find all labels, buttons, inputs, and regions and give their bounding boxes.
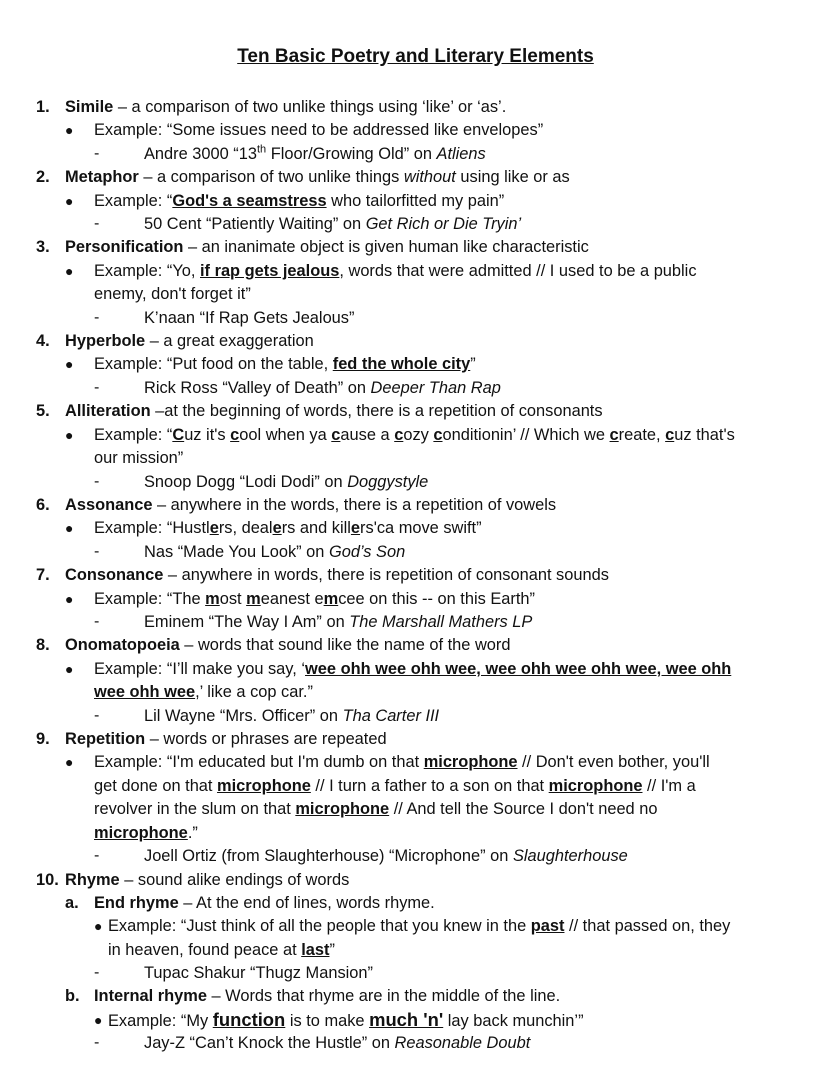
example-line: enemy, don't forget it” xyxy=(94,285,251,303)
dash: - xyxy=(94,543,100,560)
example-line: Example: “Just think of all the people that you knew in the past // that passed on, they xyxy=(108,917,731,935)
source-line: Nas “Made You Look” on God’s Son xyxy=(144,543,406,561)
dash: - xyxy=(94,309,100,326)
bullet-icon: ● xyxy=(65,427,74,443)
item-heading: Onomatopoeia – words that sound like the name of the word xyxy=(65,636,511,654)
source-line: Rick Ross “Valley of Death” on Deeper Than Rap xyxy=(144,379,501,397)
example-line: Example: “Yo, if rap gets jealous, words that were admitted // I used to be a public xyxy=(94,262,697,280)
bullet-icon: ● xyxy=(65,263,74,279)
item-number: 3. xyxy=(36,238,50,256)
bullet-icon: ● xyxy=(65,193,74,209)
source-line: Lil Wayne “Mrs. Officer” on Tha Carter III xyxy=(144,707,440,725)
sub-item-heading: End rhyme – At the end of lines, words rhyme. xyxy=(94,894,435,912)
source-line: Tupac Shakur “Thugz Mansion” xyxy=(144,964,373,982)
example-line: revolver in the slum on that microphone // And tell the Source I don't need no xyxy=(94,800,658,818)
item-number: 10. xyxy=(36,871,59,889)
example-line: our mission” xyxy=(94,449,184,467)
source-line: K’naan “If Rap Gets Jealous” xyxy=(144,309,355,327)
example-line: Example: “I’ll make you say, ‘wee ohh wee ohh wee, wee ohh wee ohh wee, wee ohh xyxy=(94,660,732,678)
item-heading: Metaphor – a comparison of two unlike things without using like or as xyxy=(65,168,570,186)
item-number: 4. xyxy=(36,332,50,350)
example-line: get done on that microphone // I turn a father to a son on that microphone // I'm a xyxy=(94,777,696,795)
dash: - xyxy=(94,145,100,162)
example-line: in heaven, found peace at last” xyxy=(108,941,335,959)
item-number: 8. xyxy=(36,636,50,654)
example-line: Example: “Put food on the table, fed the whole city” xyxy=(94,355,476,373)
source-line: Joell Ortiz (from Slaughterhouse) “Microphone” on Slaughterhouse xyxy=(144,847,628,865)
item-heading: Consonance – anywhere in words, there is repetition of consonant sounds xyxy=(65,566,609,584)
item-heading: Personification – an inanimate object is given human like characteristic xyxy=(65,238,589,256)
item-number: 1. xyxy=(36,98,50,116)
example-line: Example: “My function is to make much 'n' lay back munchin’” xyxy=(108,1009,584,1030)
dash: - xyxy=(94,379,100,396)
dash: - xyxy=(94,707,100,724)
dash: - xyxy=(94,1034,100,1051)
item-number: 7. xyxy=(36,566,50,584)
source-line: Jay-Z “Can’t Knock the Hustle” on Reasonable Doubt xyxy=(144,1034,531,1052)
sub-item-heading: Internal rhyme – Words that rhyme are in the middle of the line. xyxy=(94,987,561,1005)
source-line: 50 Cent “Patiently Waiting” on Get Rich or Die Tryin’ xyxy=(144,215,522,233)
item-number: 5. xyxy=(36,402,50,420)
page-title: Ten Basic Poetry and Literary Elements xyxy=(237,46,594,67)
example-line: microphone.” xyxy=(94,824,198,842)
item-heading: Simile – a comparison of two unlike things using ‘like’ or ‘as’. xyxy=(65,98,507,116)
source-line: Andre 3000 “13th Floor/Growing Old” on Atliens xyxy=(144,143,486,163)
dash: - xyxy=(94,215,100,232)
bullet-icon: ● xyxy=(65,356,74,372)
item-heading: Hyperbole – a great exaggeration xyxy=(65,332,314,350)
item-number: 6. xyxy=(36,496,50,514)
example-line: Example: “Some issues need to be addressed like envelopes” xyxy=(94,121,544,139)
item-heading: Assonance – anywhere in the words, there is a repetition of vowels xyxy=(65,496,557,514)
bullet-icon: ● xyxy=(65,122,74,138)
item-heading: Rhyme – sound alike endings of words xyxy=(65,871,350,889)
dash: - xyxy=(94,847,100,864)
bullet-icon: ● xyxy=(65,520,74,536)
example-line: Example: “The most meanest emcee on this -- on this Earth” xyxy=(94,590,535,608)
sub-item-letter: a. xyxy=(65,894,79,912)
example-line: wee ohh wee,’ like a cop car.” xyxy=(94,683,313,701)
dash: - xyxy=(94,473,100,490)
bullet-icon: ● xyxy=(65,591,74,607)
bullet-icon: ● xyxy=(65,754,74,770)
item-number: 9. xyxy=(36,730,50,748)
example-line: Example: “I'm educated but I'm dumb on that microphone // Don't even bother, you'll xyxy=(94,753,710,771)
item-heading: Repetition – words or phrases are repeated xyxy=(65,730,387,748)
bullet-icon: ● xyxy=(94,918,103,934)
example-line: Example: “God's a seamstress who tailorfitted my pain” xyxy=(94,192,505,210)
source-line: Snoop Dogg “Lodi Dodi” on Doggystyle xyxy=(144,473,429,491)
source-line: Eminem “The Way I Am” on The Marshall Mathers LP xyxy=(144,613,533,631)
dash: - xyxy=(94,613,100,630)
bullet-icon: ● xyxy=(94,1012,103,1028)
item-number: 2. xyxy=(36,168,50,186)
bullet-icon: ● xyxy=(65,661,74,677)
sub-item-letter: b. xyxy=(65,987,80,1005)
dash: - xyxy=(94,964,100,981)
example-line: Example: “Hustlers, dealers and killers'ca move swift” xyxy=(94,519,482,537)
item-heading: Alliteration –at the beginning of words, there is a repetition of consonants xyxy=(65,402,603,420)
example-line: Example: “Cuz it's cool when ya cause a cozy conditionin’ // Which we create, cuz that's xyxy=(94,426,735,444)
